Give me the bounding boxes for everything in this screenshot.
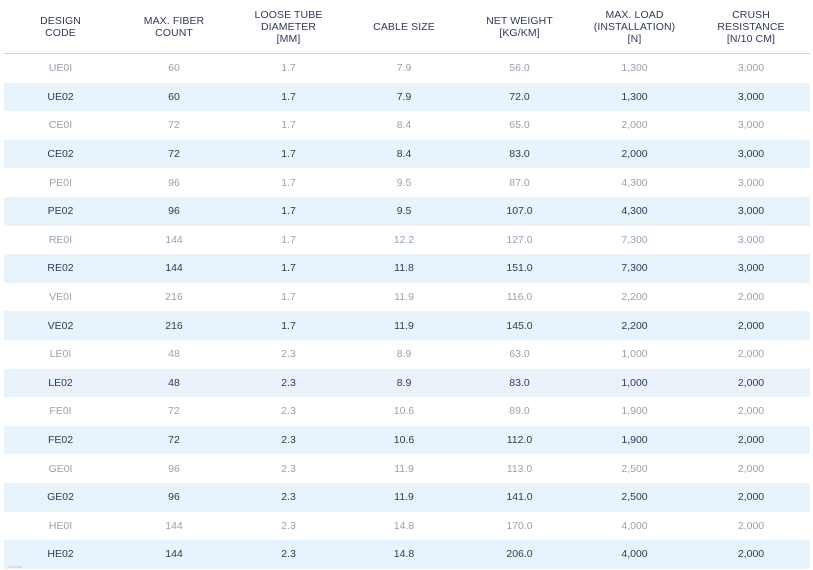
table-row <box>4 283 810 312</box>
table-cell: 2,500 <box>577 454 692 483</box>
table-row <box>4 340 810 369</box>
table-cell: 3,000 <box>692 54 810 83</box>
column-header-line: [MM] <box>276 32 301 45</box>
table-cell: 83.0 <box>462 140 577 169</box>
table-cell: 48 <box>117 369 231 398</box>
table-cell: 63.0 <box>462 340 577 369</box>
table-cell: 56.0 <box>462 54 577 83</box>
table-cell: 141.0 <box>462 483 577 512</box>
table-row <box>4 226 810 255</box>
table-cell: 1.7 <box>231 54 346 83</box>
table-cell: 2,000 <box>692 483 810 512</box>
table-cell: 2,200 <box>577 311 692 340</box>
table-cell: 11.9 <box>346 311 462 340</box>
table-cell: 96 <box>117 454 231 483</box>
table-cell: 7,300 <box>577 226 692 255</box>
table-cell: 144 <box>117 512 231 541</box>
table-cell: GE02 <box>4 483 117 512</box>
column-header-line: COUNT <box>155 26 193 39</box>
column-header-line: [N] <box>627 32 642 45</box>
column-header <box>231 0 346 54</box>
table-cell: 96 <box>117 168 231 197</box>
table-cell: 1,000 <box>577 369 692 398</box>
table-cell: 1.7 <box>231 311 346 340</box>
column-header-line: CRUSH <box>732 8 770 21</box>
table-cell: VE0I <box>4 283 117 312</box>
table-cell: 1.7 <box>231 111 346 140</box>
table-cell: UE02 <box>4 83 117 112</box>
table-cell: 2.3 <box>231 369 346 398</box>
table-cell: LE0I <box>4 340 117 369</box>
table-row <box>4 369 810 398</box>
table-cell: 89.0 <box>462 397 577 426</box>
table-cell: 1,300 <box>577 54 692 83</box>
table-cell: FE0I <box>4 397 117 426</box>
table-cell: 2,000 <box>577 111 692 140</box>
table-cell: 8.4 <box>346 140 462 169</box>
table-cell: 206.0 <box>462 540 577 569</box>
table-cell: 1.7 <box>231 83 346 112</box>
table-cell: 10.6 <box>346 426 462 455</box>
table-cell: 96 <box>117 197 231 226</box>
column-header <box>692 0 810 54</box>
table-cell: PE0I <box>4 168 117 197</box>
table-cell: 60 <box>117 54 231 83</box>
table-cell: 11.9 <box>346 454 462 483</box>
table-header <box>4 0 810 54</box>
table-cell: 144 <box>117 254 231 283</box>
table-cell: 4,300 <box>577 197 692 226</box>
table-cell: 2,000 <box>692 283 810 312</box>
table-cell: 2.3 <box>231 454 346 483</box>
column-header-line: CODE <box>45 26 76 39</box>
table-cell: 4,000 <box>577 540 692 569</box>
table-cell: 145.0 <box>462 311 577 340</box>
cable-spec-table <box>4 0 810 569</box>
table-cell: 10.6 <box>346 397 462 426</box>
table-cell: 96 <box>117 483 231 512</box>
table-cell: 2,000 <box>692 512 810 541</box>
table-cell: 1.7 <box>231 168 346 197</box>
column-header-line: (INSTALLATION) <box>593 20 676 33</box>
table-cell: 2,000 <box>692 397 810 426</box>
table-cell: PE02 <box>4 197 117 226</box>
table-row <box>4 140 810 169</box>
table-cell: 9.5 <box>346 197 462 226</box>
table-cell: 3,000 <box>692 140 810 169</box>
table-row <box>4 483 810 512</box>
table-cell: 4,300 <box>577 168 692 197</box>
table-cell: 1.7 <box>231 197 346 226</box>
column-header <box>346 0 462 54</box>
table-cell: RE0I <box>4 226 117 255</box>
table-cell: 2,000 <box>577 140 692 169</box>
table-row <box>4 512 810 541</box>
table-cell: 1.7 <box>231 254 346 283</box>
column-header-line: DIAMETER <box>260 20 317 33</box>
header-row <box>4 0 810 54</box>
table-cell: 2.3 <box>231 426 346 455</box>
table-cell: GE0I <box>4 454 117 483</box>
column-header <box>462 0 577 54</box>
table-cell: 72 <box>117 397 231 426</box>
table-cell: 112.0 <box>462 426 577 455</box>
column-header-line: RESISTANCE <box>717 20 785 33</box>
table-cell: 3,000 <box>692 197 810 226</box>
column-header-line: MAX. FIBER <box>143 14 205 27</box>
table-cell: 1.7 <box>231 140 346 169</box>
table-cell: 12.2 <box>346 226 462 255</box>
table-cell: 8.4 <box>346 111 462 140</box>
table-cell: 2,000 <box>692 454 810 483</box>
table-cell: CE02 <box>4 140 117 169</box>
table-cell: 72 <box>117 140 231 169</box>
table-cell: 8.9 <box>346 369 462 398</box>
column-header-line: DESIGN <box>40 14 81 27</box>
table-cell: 11.9 <box>346 283 462 312</box>
column-header-line: NET WEIGHT <box>486 14 553 27</box>
table-cell: 216 <box>117 283 231 312</box>
table-cell: HE0I <box>4 512 117 541</box>
table-cell: 2.3 <box>231 340 346 369</box>
table-row <box>4 54 810 83</box>
table-cell: FE02 <box>4 426 117 455</box>
column-header <box>4 0 117 54</box>
table-cell: 72 <box>117 111 231 140</box>
column-header-line: MAX. LOAD <box>605 8 664 21</box>
table-cell: 7,300 <box>577 254 692 283</box>
table-cell: 7.9 <box>346 54 462 83</box>
table-cell: 3,000 <box>692 83 810 112</box>
table-cell: 48 <box>117 340 231 369</box>
table-cell: 11.8 <box>346 254 462 283</box>
table-cell: 1.7 <box>231 226 346 255</box>
table-row <box>4 397 810 426</box>
table-cell: 87.0 <box>462 168 577 197</box>
column-header-line: CABLE SIZE <box>373 20 435 33</box>
table-cell: 144 <box>117 540 231 569</box>
table-cell: 3,000 <box>692 226 810 255</box>
table-cell: 3,000 <box>692 111 810 140</box>
table-cell: 72 <box>117 426 231 455</box>
table-row <box>4 254 810 283</box>
table-cell: 8.9 <box>346 340 462 369</box>
table-cell: 2,000 <box>692 540 810 569</box>
table-row <box>4 197 810 226</box>
table-cell: 113.0 <box>462 454 577 483</box>
table-cell: 2.3 <box>231 540 346 569</box>
column-header-line: [N/10 CM] <box>726 32 776 45</box>
table-cell: HE02 <box>4 540 117 569</box>
table-cell: 127.0 <box>462 226 577 255</box>
table-cell: 3,000 <box>692 254 810 283</box>
table-row <box>4 168 810 197</box>
table-cell: 83.0 <box>462 369 577 398</box>
table-cell: VE02 <box>4 311 117 340</box>
table-row <box>4 83 810 112</box>
spec-table-container <box>4 0 810 569</box>
table-cell: 65.0 <box>462 111 577 140</box>
column-header <box>577 0 692 54</box>
table-cell: CE0I <box>4 111 117 140</box>
table-cell: 1.7 <box>231 283 346 312</box>
table-cell: 11.9 <box>346 483 462 512</box>
table-body <box>4 54 810 569</box>
table-cell: 2,500 <box>577 483 692 512</box>
table-cell: 2,200 <box>577 283 692 312</box>
table-cell: 116.0 <box>462 283 577 312</box>
column-header-line: [KG/KM] <box>499 26 540 39</box>
scroll-indicator <box>8 566 22 568</box>
table-cell: 72.0 <box>462 83 577 112</box>
table-cell: LE02 <box>4 369 117 398</box>
table-cell: 9.5 <box>346 168 462 197</box>
table-cell: 14.8 <box>346 512 462 541</box>
table-cell: RE02 <box>4 254 117 283</box>
column-header <box>117 0 231 54</box>
table-cell: 2,000 <box>692 340 810 369</box>
table-cell: 2.3 <box>231 512 346 541</box>
table-cell: 2,000 <box>692 426 810 455</box>
table-cell: 1,900 <box>577 426 692 455</box>
table-cell: 2,000 <box>692 369 810 398</box>
table-cell: 1,000 <box>577 340 692 369</box>
column-header-line: LOOSE TUBE <box>254 8 323 21</box>
table-cell: 107.0 <box>462 197 577 226</box>
table-cell: 216 <box>117 311 231 340</box>
table-row <box>4 111 810 140</box>
table-cell: 2.3 <box>231 397 346 426</box>
table-cell: 2.3 <box>231 483 346 512</box>
table-cell: 151.0 <box>462 254 577 283</box>
table-cell: UE0I <box>4 54 117 83</box>
table-cell: 3,000 <box>692 168 810 197</box>
table-cell: 7.9 <box>346 83 462 112</box>
table-cell: 170.0 <box>462 512 577 541</box>
table-cell: 1,900 <box>577 397 692 426</box>
table-cell: 60 <box>117 83 231 112</box>
table-row <box>4 540 810 569</box>
table-row <box>4 454 810 483</box>
table-cell: 4,000 <box>577 512 692 541</box>
table-cell: 2,000 <box>692 311 810 340</box>
table-cell: 144 <box>117 226 231 255</box>
table-cell: 14.8 <box>346 540 462 569</box>
table-row <box>4 426 810 455</box>
table-row <box>4 311 810 340</box>
table-cell: 1,300 <box>577 83 692 112</box>
